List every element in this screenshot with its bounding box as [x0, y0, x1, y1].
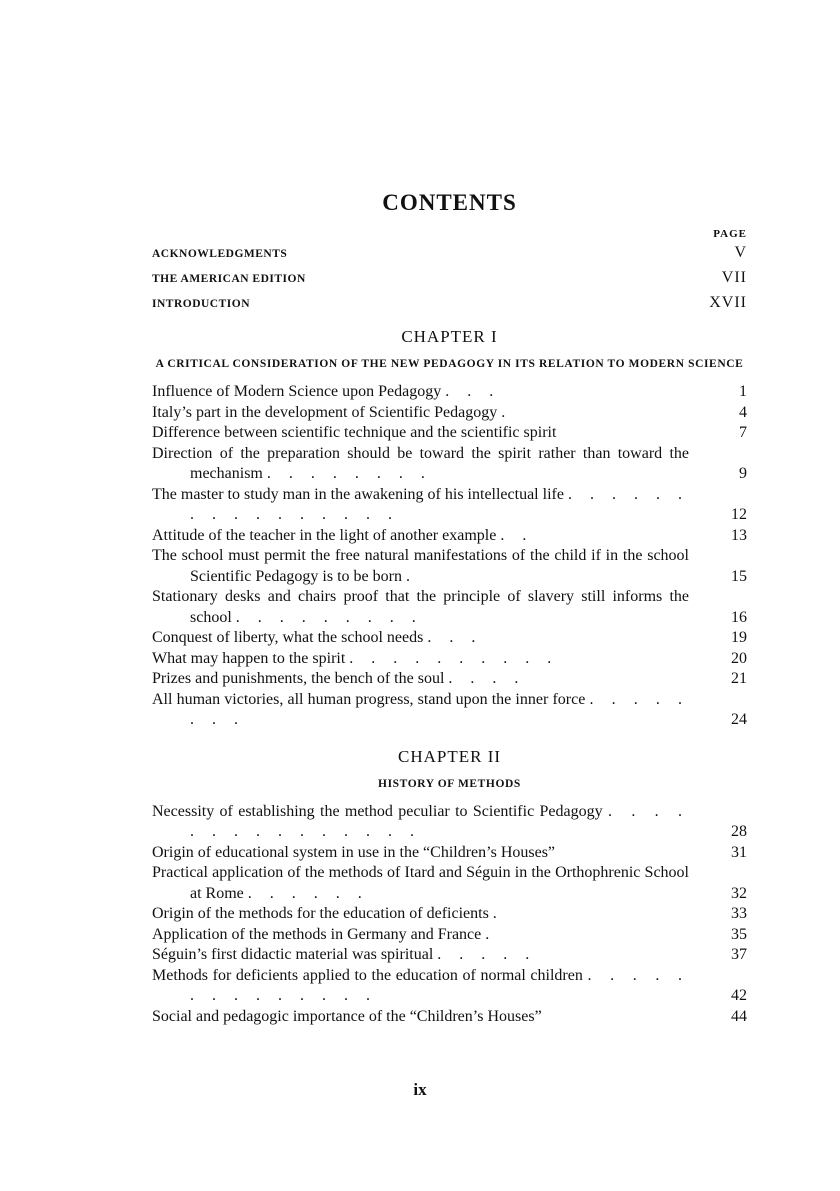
- toc-entry-page: 19: [731, 629, 747, 646]
- front-matter-page: XVII: [709, 294, 747, 311]
- toc-entry-title: Attitude of the teacher in the light of another example: [152, 526, 497, 544]
- toc-entry-title: All human victories, all human progress, stand upon the inner force: [152, 690, 586, 708]
- dot-leaders: . . . . . . . . . .: [349, 649, 559, 667]
- toc-entry-title: Origin of educational system in use in the “Children’s Houses”: [152, 843, 556, 861]
- toc-entry: [152, 403, 747, 424]
- dot-leaders: . . . . . . . . . . . . . . . .: [190, 485, 690, 523]
- dot-leaders: . . . . . . . .: [190, 690, 689, 728]
- toc-entry: [152, 526, 747, 547]
- dot-leaders: . . . .: [448, 670, 526, 687]
- toc-entry-page: 24: [731, 711, 747, 728]
- toc-entry-text: [152, 444, 715, 485]
- toc-entry-text: [152, 485, 715, 526]
- toc-entry: [152, 423, 747, 444]
- toc-entry-text: [152, 526, 715, 547]
- chapter-subtitle: HISTORY OF METHODS: [378, 777, 521, 790]
- toc-entry: [152, 546, 747, 587]
- toc-entry: [152, 382, 747, 403]
- toc-entry: [152, 863, 747, 904]
- toc-entry-page: 44: [731, 1007, 747, 1025]
- toc-entry-text: [152, 382, 715, 403]
- toc-entry-text: [152, 649, 715, 670]
- toc-entry-page: 33: [731, 905, 747, 922]
- toc-entry-title: What may happen to the spirit: [152, 649, 346, 667]
- toc-entry: [152, 1007, 747, 1028]
- toc-entry-page: 7: [739, 424, 747, 441]
- dot-leaders: .: [485, 925, 497, 943]
- toc-entry-title: Necessity of establishing the method peculiar to Scientific Pedagogy: [152, 802, 603, 820]
- chapter-title: CHAPTER I: [401, 327, 498, 346]
- dot-leaders: .: [501, 403, 513, 421]
- toc-entry-page: 12: [731, 506, 747, 523]
- dot-leaders: . . . . . . . .: [266, 465, 432, 482]
- toc-entry-page: 9: [739, 465, 747, 482]
- toc-entry: [152, 690, 747, 731]
- toc-entry-text: [152, 966, 715, 1007]
- toc-entry-text: [152, 925, 715, 946]
- toc-entry: [152, 444, 747, 485]
- toc-entry: [152, 628, 747, 649]
- toc-entry-title: The master to study man in the awakening of his intellectual life: [152, 485, 564, 503]
- toc-entry-title: Stationary desks and chairs proof that the principle of slavery still informs the school: [152, 588, 689, 626]
- toc-entry-page: 35: [731, 925, 747, 943]
- contents-page: [152, 190, 747, 1027]
- toc-entry-page: 32: [731, 884, 747, 902]
- dot-leaders: . . . . . . . . . . . . . . .: [190, 802, 690, 840]
- toc-entry-page: 20: [731, 649, 747, 667]
- toc-entry-text: [152, 403, 715, 424]
- toc-entry-text: [152, 423, 715, 444]
- contents-title: CONTENTS: [382, 190, 517, 215]
- dot-leaders: .: [405, 567, 417, 585]
- toc-entry-text: [152, 587, 715, 628]
- toc-entry-page: 16: [731, 608, 747, 626]
- front-matter-label: ACKNOWLEDGMENTS: [152, 248, 288, 260]
- toc-entry: [152, 649, 747, 670]
- toc-entry-title: Origin of the methods for the education of deficients: [152, 905, 489, 922]
- toc-entry-text: [152, 1007, 715, 1028]
- toc-entry: [152, 802, 747, 843]
- toc-entry-title: Direction of the preparation should be toward the spirit rather than toward the mechanism: [152, 444, 689, 482]
- toc-entry-text: [152, 802, 715, 843]
- toc-entry: [152, 966, 747, 1007]
- toc-entry-title: Italy’s part in the development of Scientific Pedagogy: [152, 403, 498, 421]
- toc-entry-page: 1: [739, 383, 747, 400]
- toc-entry-text: [152, 843, 715, 864]
- toc-entry-page: 15: [731, 567, 747, 585]
- toc-entry-page: 37: [731, 946, 747, 963]
- toc-entry: [152, 945, 747, 966]
- dot-leaders: . . . . . . . . .: [235, 608, 423, 626]
- toc-entry-page: 31: [731, 843, 747, 861]
- toc-entry-text: [152, 863, 715, 904]
- front-matter-item: [152, 265, 747, 290]
- toc-entry-page: 21: [731, 670, 747, 687]
- toc-entry-text: [152, 945, 715, 966]
- front-matter-page: V: [734, 244, 747, 261]
- toc-entry-title: Methods for deficients applied to the education of normal children: [152, 966, 583, 984]
- chapter-section: [152, 327, 747, 731]
- chapter-list: [152, 327, 747, 1027]
- toc-entry-text: [152, 669, 715, 690]
- dot-leaders: . .: [500, 526, 534, 544]
- front-matter-page: VII: [721, 269, 747, 286]
- page-folio: ix: [413, 1080, 427, 1099]
- toc-entry-text: [152, 546, 715, 587]
- toc-entry: [152, 925, 747, 946]
- front-matter-list: [152, 240, 747, 315]
- toc-entry-page: 4: [739, 403, 747, 421]
- toc-entry-text: [152, 904, 715, 925]
- toc-entry: [152, 904, 747, 925]
- toc-entry: [152, 843, 747, 864]
- toc-entry-title: Conquest of liberty, what the school needs: [152, 629, 424, 646]
- dot-leaders: . . .: [445, 383, 501, 400]
- toc-entry: [152, 669, 747, 690]
- chapter-section: [152, 747, 747, 1028]
- toc-entry-title: Influence of Modern Science upon Pedagogy: [152, 383, 442, 400]
- toc-entry-title: Application of the methods in Germany and France: [152, 925, 482, 943]
- toc-entry-text: [152, 628, 715, 649]
- dot-leaders: .: [492, 905, 504, 922]
- chapter-title: CHAPTER II: [397, 746, 502, 766]
- toc-entries: [152, 382, 747, 731]
- toc-entry-title: Difference between scientific technique and the scientific spirit: [152, 424, 557, 441]
- page-column-header: PAGE: [713, 228, 747, 240]
- toc-entry-title: Social and pedagogic importance of the “Children’s Houses”: [152, 1007, 542, 1025]
- dot-leaders: . . . . . . . . . . . . . .: [190, 966, 690, 1004]
- front-matter-item: [152, 240, 747, 265]
- toc-entry-page: 13: [731, 526, 747, 544]
- toc-entries: [152, 802, 747, 1028]
- front-matter-label: THE AMERICAN EDITION: [152, 273, 306, 285]
- toc-entry-page: 28: [731, 823, 747, 840]
- dot-leaders: . . . . . .: [247, 884, 369, 902]
- dot-leaders: . . .: [427, 629, 483, 646]
- toc-entry-title: Prizes and punishments, the bench of the soul: [152, 670, 445, 687]
- dot-leaders: . . . . .: [437, 946, 537, 963]
- front-matter-label: INTRODUCTION: [152, 298, 251, 310]
- chapter-subtitle: A CRITICAL CONSIDERATION OF THE NEW PEDAGOGY IN ITS RELATION TO MODERN SCIENCE: [155, 358, 744, 370]
- toc-entry: [152, 485, 747, 526]
- front-matter-item: [152, 290, 747, 315]
- toc-entry-page: 42: [731, 987, 747, 1004]
- toc-entry-title: Practical application of the methods of Itard and Séguin in the Orthophrenic School at Rome: [152, 864, 689, 902]
- toc-entry-title: The school must permit the free natural manifestations of the child if in the school Scientific Pedagogy is to be born: [152, 547, 689, 585]
- toc-entry-title: Séguin’s first didactic material was spiritual: [152, 946, 434, 963]
- toc-entry: [152, 587, 747, 628]
- toc-entry-text: [152, 690, 715, 731]
